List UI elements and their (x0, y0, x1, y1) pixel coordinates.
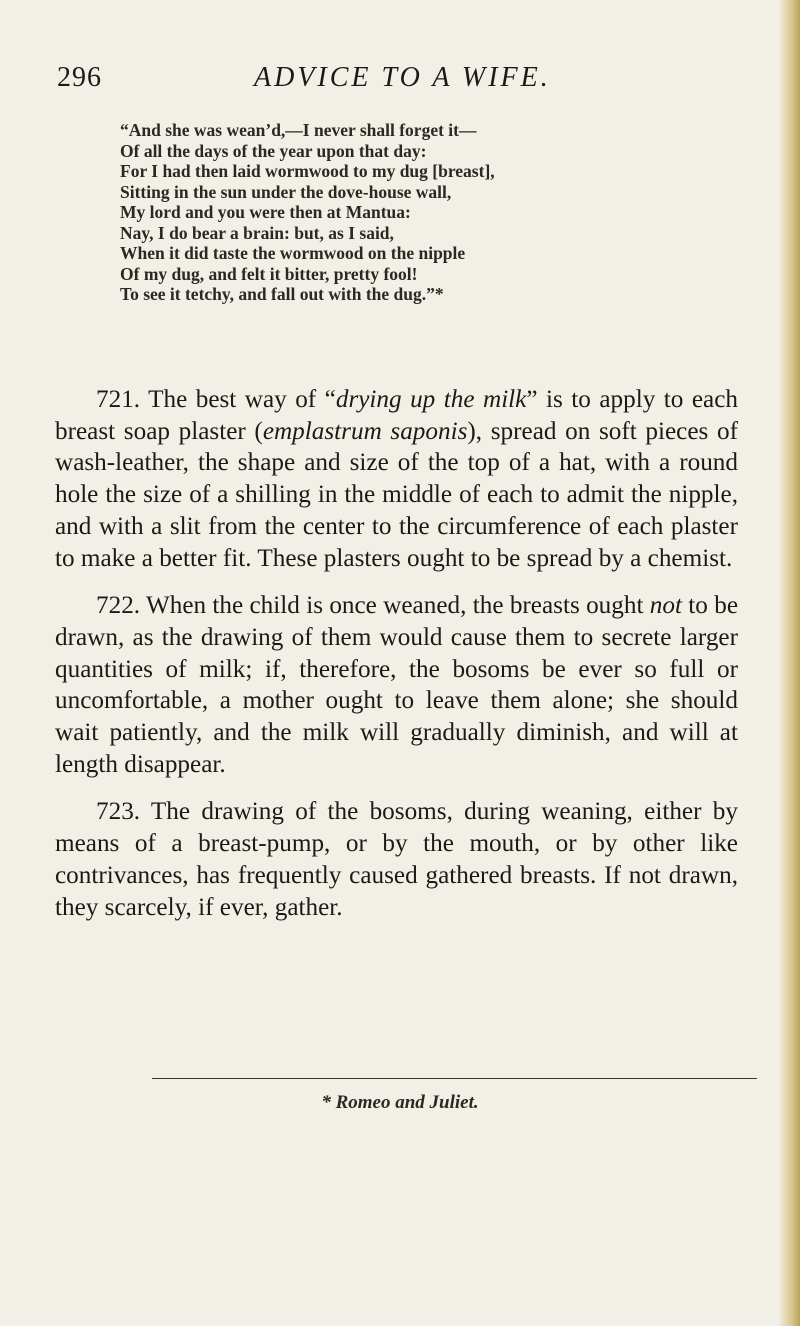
paragraph-text: ” is to apply to each breast soap plaster ( (55, 386, 738, 445)
paragraph-723 (55, 796, 738, 923)
quotation-block (120, 120, 720, 305)
emphasis: not (649, 592, 682, 620)
page-number: 296 (57, 62, 102, 93)
running-title: ADVICE TO A WIFE. (254, 62, 551, 93)
quote-line: For I had then laid wormwood to my dug [breast], (120, 161, 495, 181)
quote-line: When it did taste the wormwood on the nipple (120, 243, 466, 263)
quote-line: My lord and you were then at Mantua: (120, 202, 411, 222)
quote-line: “And she was wean’d,—I never shall forget it— (120, 120, 477, 140)
paragraph-722 (55, 590, 738, 780)
emphasis: drying up the milk (335, 386, 527, 413)
quote-line: Nay, I do bear a brain: but, as I said, (120, 222, 394, 243)
quote-line: Sitting in the sun under the dove-house wall, (120, 181, 452, 202)
paragraph-text: When the child is once weaned, the breasts ought (140, 592, 650, 620)
footnote-divider (152, 1078, 757, 1079)
footnote: * Romeo and Juliet. (321, 1092, 479, 1113)
paragraph-text: ), spread on soft pieces of wash-leather, the shape and size of the top of a hat, with a round hole the size of a shilling in the middle of each to admit the nipple, and with a slit from the center to the circumference of each plaster to make a better fit. These plasters ought to be spread by a chemist. (55, 417, 738, 572)
body-text (55, 384, 738, 939)
paragraph-number: 722. (96, 592, 141, 620)
page-edge (778, 0, 800, 1326)
quote-line: Of my dug, and felt it bitter, pretty fool! (120, 263, 418, 284)
quote-line: Of all the days of the year upon that day: (120, 140, 427, 161)
paragraph-text: The drawing of the bosoms, during weaning, either by means of a breast-pump, or by the mouth, or by other like contrivances, has frequently caused gathered breasts. If not drawn, they scarcely, if ever, gather. (55, 798, 738, 921)
page-header (57, 62, 735, 102)
quote-line: To see it tetchy, and fall out with the dug.”* (120, 284, 444, 304)
paragraph-number: 721. (96, 386, 141, 413)
paragraph-721 (55, 384, 738, 574)
paragraph-text: to be drawn, as the drawing of them would cause them to secrete larger quantities of milk; if, therefore, the bosoms be ever so full or uncomfortable, a mother ought to leave them alone; she should wait patiently, and the milk will gradually diminish, and will at length disappear. (55, 592, 738, 778)
paragraph-text: The best way of “ (140, 386, 336, 413)
paragraph-number: 723. (96, 798, 141, 826)
emphasis: emplastrum saponis (262, 417, 468, 445)
